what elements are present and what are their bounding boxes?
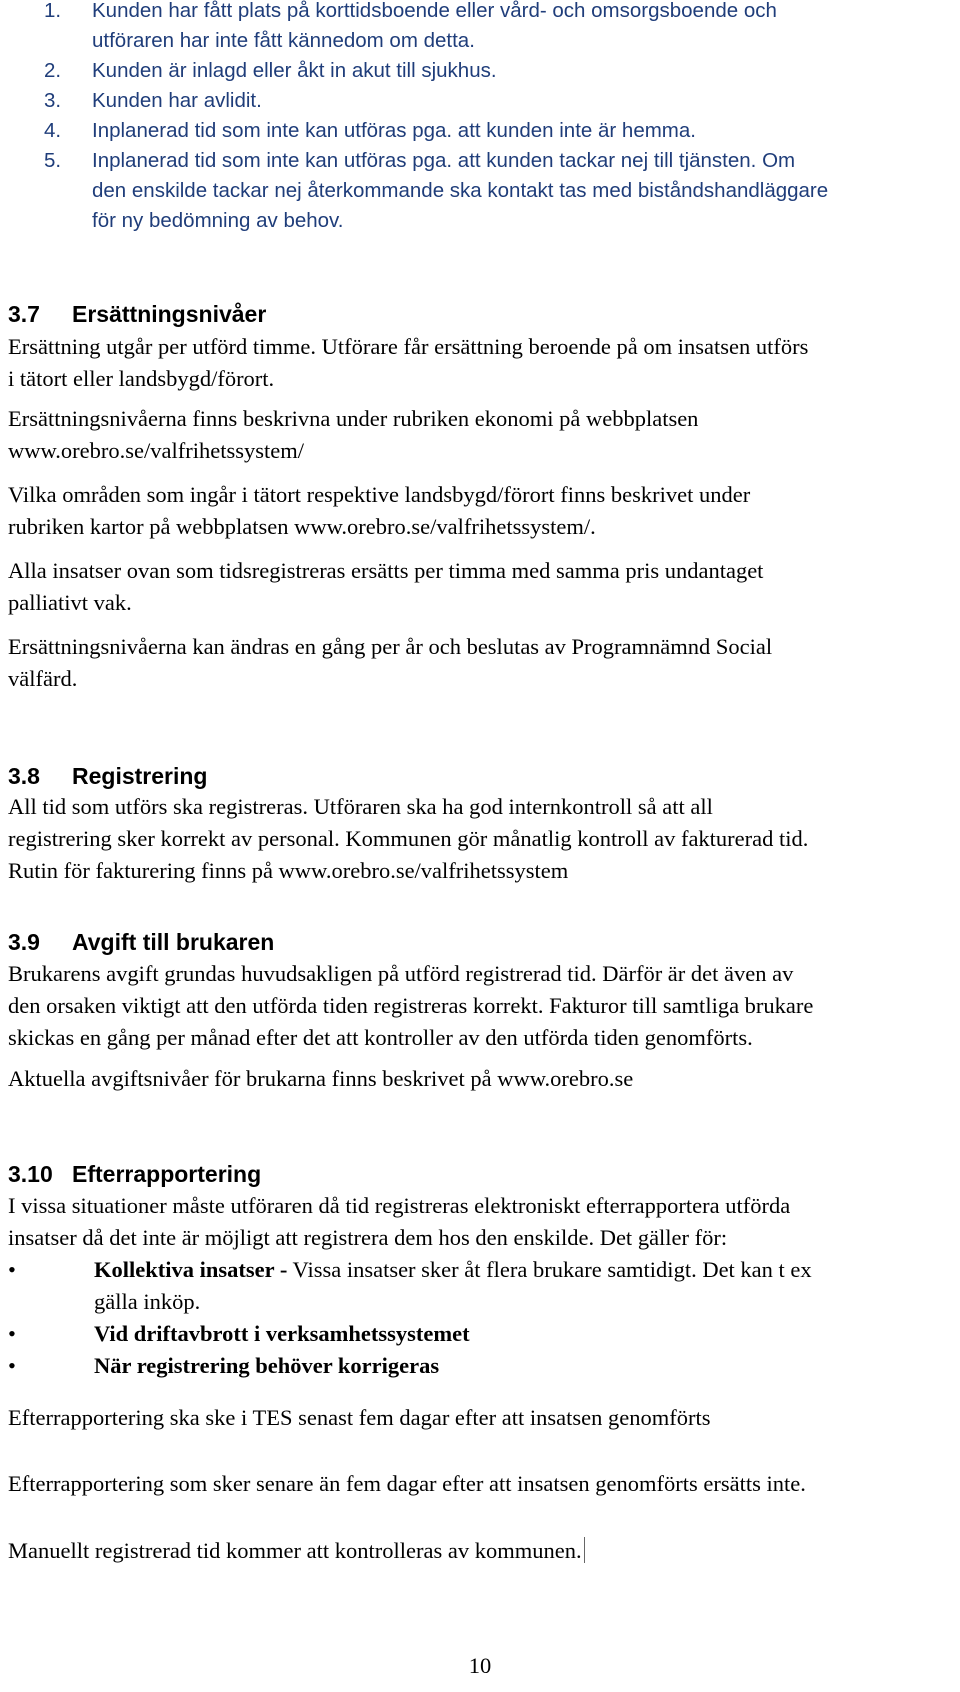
text-line: Efterrapportering ska ske i TES senast fem dagar efter att insatsen genomförts — [8, 1405, 711, 1430]
section-heading-3-10 — [8, 1158, 261, 1190]
text-line: All tid som utförs ska registreras. Utföraren ska ha god internkontroll så att all — [8, 794, 713, 819]
text-line: Manuellt registrerad tid kommer att kontrolleras av kommunen. — [8, 1538, 582, 1563]
paragraph — [8, 331, 952, 395]
bullet-icon: • — [8, 1321, 16, 1346]
bullet-bold-text: Vid driftavbrott i verksamhetssystemet — [94, 1321, 470, 1346]
list-item — [8, 86, 952, 116]
text-line: välfärd. — [8, 666, 78, 691]
list-number: 4. — [44, 119, 62, 142]
paragraph — [8, 1190, 952, 1254]
text-line: Ersättningsnivåerna finns beskrivna under rubriken ekonomi på webbplatsen — [8, 406, 699, 431]
list-text: Inplanerad tid som inte kan utföras pga. att kunden tackar nej till tjänsten. Om — [92, 149, 796, 172]
paragraph — [8, 1535, 952, 1567]
list-item — [8, 1350, 952, 1382]
list-text: Kunden är inlagd eller åkt in akut till sjukhus. — [92, 59, 497, 82]
bullet-text: gälla inköp. — [94, 1289, 201, 1314]
bullet-icon: • — [8, 1353, 16, 1378]
paragraph — [8, 1063, 952, 1095]
list-item — [8, 116, 952, 146]
text-line: rubriken kartor på webbplatsen www.orebro.se/valfrihetssystem/. — [8, 514, 596, 539]
list-item — [8, 1254, 952, 1318]
text-line: I vissa situationer måste utföraren då tid registreras elektroniskt efterrapportera utförda — [8, 1193, 791, 1218]
text-line: Ersättning utgår per utförd timme. Utförare får ersättning beroende på om insatsen utförs — [8, 334, 809, 359]
section-heading-3-8 — [8, 760, 207, 792]
text-line: Ersättningsnivåerna kan ändras en gång per år och beslutas av Programnämnd Social — [8, 634, 773, 659]
text-line: den orsaken viktigt att den utförda tiden registreras korrekt. Fakturor till samtliga brukare — [8, 993, 814, 1018]
page-number: 10 — [468, 1653, 492, 1678]
list-number: 2. — [44, 59, 62, 82]
paragraph — [8, 958, 952, 1054]
section-title: Efterrapportering — [72, 1161, 262, 1187]
list-text: Kunden har avlidit. — [92, 89, 262, 112]
text-line: registrering sker korrekt av personal. Kommunen gör månatlig kontroll av fakturerad tid. — [8, 826, 809, 851]
list-item — [8, 56, 952, 86]
paragraph — [8, 631, 952, 695]
section-number: 3.7 — [8, 301, 40, 327]
bullet-list — [8, 1254, 952, 1382]
text-line: Rutin för fakturering finns på www.orebro.se/valfrihetssystem — [8, 858, 569, 883]
section-title: Registrering — [72, 763, 208, 789]
section-heading-3-9 — [8, 926, 274, 958]
text-line: i tätort eller landsbygd/förort. — [8, 366, 275, 391]
bullet-text: Vissa insatser sker åt flera brukare samtidigt. Det kan t ex — [287, 1257, 812, 1282]
list-text: Kunden har fått plats på korttidsboende eller vård- och omsorgsboende och — [92, 0, 777, 22]
list-number: 3. — [44, 89, 62, 112]
text-line: Brukarens avgift grundas huvudsakligen på utförd registrerad tid. Därför är det även av — [8, 961, 794, 986]
text-cursor — [584, 1537, 585, 1563]
list-number: 5. — [44, 149, 62, 172]
section-number: 3.8 — [8, 763, 40, 789]
paragraph — [8, 479, 952, 543]
section-number: 3.9 — [8, 929, 40, 955]
list-text: utföraren har inte fått kännedom om detta. — [92, 29, 475, 52]
list-item — [8, 1318, 952, 1350]
section-heading-3-7 — [8, 298, 266, 330]
text-line: Aktuella avgiftsnivåer för brukarna finns beskrivet på www.orebro.se — [8, 1066, 634, 1091]
list-item — [8, 146, 952, 236]
bullet-bold-text: När registrering behöver korrigeras — [94, 1353, 440, 1378]
list-text: Inplanerad tid som inte kan utföras pga. att kunden inte är hemma. — [92, 119, 696, 142]
section-number: 3.10 — [8, 1161, 53, 1187]
section-title: Ersättningsnivåer — [72, 301, 267, 327]
list-item — [8, 0, 952, 56]
text-line: palliativt vak. — [8, 590, 132, 615]
list-text: för ny bedömning av behov. — [92, 209, 344, 232]
paragraph — [8, 1468, 952, 1500]
paragraph — [8, 403, 952, 467]
list-text: den enskilde tackar nej återkommande ska kontakt tas med biståndshandläggare — [92, 179, 829, 202]
paragraph — [8, 555, 952, 619]
text-line: Efterrapportering som sker senare än fem dagar efter att insatsen genomförts ersätts inte. — [8, 1471, 806, 1496]
text-line: Alla insatser ovan som tidsregistreras ersätts per timma med samma pris undantaget — [8, 558, 764, 583]
paragraph — [8, 1402, 952, 1434]
text-line: skickas en gång per månad efter det att kontroller av den utförda tiden genomförts. — [8, 1025, 753, 1050]
text-line: insatser då det inte är möjligt att registrera dem hos den enskilde. Det gäller för: — [8, 1225, 728, 1250]
list-number: 1. — [44, 0, 62, 22]
text-line: Vilka områden som ingår i tätort respektive landsbygd/förort finns beskrivet under — [8, 482, 751, 507]
paragraph — [8, 791, 952, 887]
bullet-bold-text: Kollektiva insatser - — [94, 1257, 288, 1282]
section-title: Avgift till brukaren — [72, 929, 275, 955]
numbered-list — [8, 0, 952, 236]
bullet-icon: • — [8, 1257, 16, 1282]
text-line: www.orebro.se/valfrihetssystem/ — [8, 438, 304, 463]
